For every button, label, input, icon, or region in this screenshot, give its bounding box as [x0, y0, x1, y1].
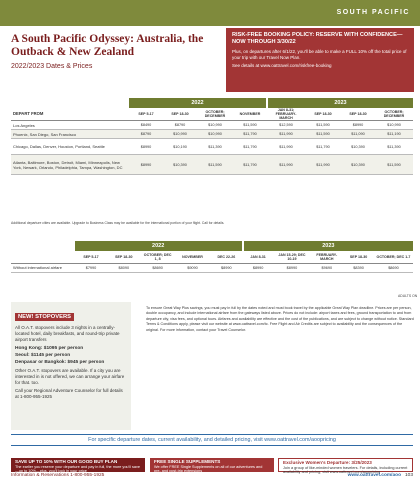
date-header: SEP 18-30 [305, 108, 341, 121]
date-header: JAN 8-31 [243, 251, 274, 263]
year-header: 2023 [267, 98, 413, 108]
price-cell: $8690 [140, 263, 175, 272]
date-header: JAN 15-29; DEC 10-19 [273, 251, 310, 263]
city-cell: Los Angeles [11, 121, 129, 130]
price-cell: $11,590 [305, 121, 341, 130]
price-cell: $8490 [129, 121, 163, 130]
price-cell: $8390 [343, 263, 374, 272]
price-cell: $9690 [310, 263, 343, 272]
price-cell: $8990 [210, 263, 243, 272]
risk-link[interactable]: See details at www.oattravel.com/riskfree-booking [232, 63, 332, 68]
price-cell: $11,990 [267, 130, 305, 139]
good-buy-text: The earlier you reserve your departure and pay in full, the more you'll save—up to 10%—plus, you'll lock in your price [15, 464, 141, 473]
price-cell: $8990 [129, 155, 163, 175]
stopover-item: Denpasar or Bangkok: $945 per person [15, 360, 105, 365]
date-header: OCTOBER; DECEMBER [375, 108, 413, 121]
year-header: 2023 [243, 241, 413, 251]
page-title: A South Pacific Odyssey: Australia, the Outback & New Zealand [11, 33, 204, 58]
date-header: SEP 18-30 [341, 108, 375, 121]
price-cell: $11,790 [233, 139, 267, 155]
single-supplement-box [150, 458, 274, 472]
price-cell: $11,790 [233, 130, 267, 139]
date-header: SEP 18-30 [163, 108, 197, 121]
single-supplement-text: We offer FREE Single Supplements on all of our adventures and pre- and post-trip extensions [154, 464, 263, 473]
table-row [11, 155, 413, 175]
date-header: SEP 5-17 [75, 251, 108, 263]
price-cell: $8990 [129, 139, 163, 155]
fares-table-without-air [11, 241, 413, 273]
good-buy-box [11, 458, 145, 472]
city-cell: Chicago, Dallas, Denver, Houston, Portland, Seattle [11, 139, 129, 155]
price-cell: $10,390 [163, 155, 197, 175]
price-cell: $10,990 [375, 121, 413, 130]
additional-cities-note: Additional departure cities are available. Upgrade to Business Class may be available for the international portion of your flight. Call for details. [11, 221, 225, 225]
date-header: SEP 18-30 [107, 251, 140, 263]
price-cell: $11,590 [375, 155, 413, 175]
price-cell: $10,390 [341, 155, 375, 175]
price-cell: $10,190 [163, 139, 197, 155]
footer-phone: Information & Reservations 1-800-955-1925 [11, 473, 105, 478]
price-cell: $10,990 [197, 130, 233, 139]
date-header: SEP 18-30 [343, 251, 374, 263]
date-header: JAN 8-31; FEBRUARY-MARCH [267, 108, 305, 121]
date-header: OCTOBER; DEC 1-7 [374, 251, 413, 263]
adults-note: ADULTS ON [398, 294, 418, 298]
risk-free-box [226, 28, 414, 92]
section-label: SOUTH PACIFIC [336, 9, 410, 16]
price-cell: $11,990 [267, 139, 305, 155]
womens-departure-text: Join a group of like-minded women travelers. For details, including current availability and pricing, visit www.oattravel.com/aoopricing [283, 465, 408, 474]
page-number: 103 [404, 473, 413, 478]
city-cell: Phoenix, San Diego, San Francisco [11, 130, 129, 139]
year-header: 2022 [129, 98, 267, 108]
price-cell: $10,390 [341, 139, 375, 155]
date-header: FEBRUARY-MARCH [310, 251, 343, 263]
table-row [11, 130, 413, 139]
date-header: DEC 22-26 [210, 251, 243, 263]
price-cell: $10,990 [197, 121, 233, 130]
womens-departure-heading: Exclusive Women's Departure: 3/25/2023 [283, 460, 372, 465]
risk-heading: RISK-FREE BOOKING POLICY: RESERVE WITH CONFIDENCE—NOW THROUGH 3/30/22 [232, 32, 403, 45]
price-cell: $8990 [243, 263, 274, 272]
price-cell: $11,990 [267, 155, 305, 175]
price-cell: $11,590 [233, 121, 267, 130]
single-supplement-heading: FREE SINGLE SUPPLEMENTS [154, 459, 221, 464]
date-header: NOVEMBER [233, 108, 267, 121]
date-header: NOVEMBER [175, 251, 210, 263]
price-cell: $8690 [374, 263, 413, 272]
price-cell: $7990 [75, 263, 108, 272]
price-cell: $9090 [175, 263, 210, 272]
date-header: OCTOBER; DECEMBER [197, 108, 233, 121]
womens-departure-box [278, 458, 413, 472]
stopovers-intro: All O.A.T. stopovers include 3 nights in a centrally-located hotel, daily breakfasts, and round-trip private airport transfers [15, 325, 120, 342]
price-cell: $11,190 [375, 130, 413, 139]
price-cell: $11,390 [375, 139, 413, 155]
table-row [11, 121, 413, 130]
terms-text: To ensure Great Way Plus savings, you must pay in full by the dates noted and must book travel by the applicable Great Way Plan deadline. Prices are per person, double occupancy, and include international airfare from the gateways listed above. Prices do not include: airport taxes and fees, ground transportation to and from departure city, visa fees, and optional tours. Airfares and availability are effective and the cost of the publications, and are subject to change without notice. Standard Terms & Conditions apply, please visit our website at www.oattravel.com/tc. Free Flight and Air Credits are subject to availability and the consequences of the original. For more information, contact your Travel Counselor. [146, 306, 414, 332]
top-banner [0, 0, 420, 26]
price-cell: $11,090 [341, 130, 375, 139]
price-cell: $11,790 [233, 155, 267, 175]
price-cell: $11,590 [197, 155, 233, 175]
footer [11, 473, 413, 480]
table-row [11, 139, 413, 155]
page-subtitle: 2022/2023 Dates & Prices [11, 63, 93, 70]
stopover-item: Hong Kong: $1095 per person [15, 346, 84, 351]
date-header: OCTOBER; DEC 1, 8 [140, 251, 175, 263]
price-cell: $8990 [273, 263, 310, 272]
price-cell: $11,390 [197, 139, 233, 155]
price-cell: $8790 [129, 130, 163, 139]
stopovers-call: Call your Regional Adventure Counselor for full details at 1-800-955-1925 [15, 388, 123, 399]
pricing-link-bar[interactable]: For specific departure dates, current availability, and detailed pricing, visit www.oattravel.com/aoopricing [11, 434, 413, 446]
fares-table-with-air [11, 98, 413, 175]
price-cell: $10,990 [163, 130, 197, 139]
price-cell: $11,990 [305, 155, 341, 175]
table-row [11, 263, 413, 272]
price-cell: $12,590 [267, 121, 305, 130]
price-cell: $11,590 [305, 130, 341, 139]
stopovers-badge: NEW! STOPOVERS [15, 313, 74, 321]
footer-url[interactable]: www.oattravel.com/aoo [347, 473, 401, 478]
year-header: 2022 [75, 241, 243, 251]
price-cell: $11,790 [305, 139, 341, 155]
depart-from-header: DEPART FROM [11, 108, 129, 121]
risk-text: Plus, on departures after 6/1/22, you'll be able to make a FULL 10% off the total price of your trip with our Travel Now Plan. [232, 49, 407, 60]
date-header: SEP 5-17 [129, 108, 163, 121]
city-cell: Atlanta, Baltimore, Boston, Detroit, Miami, Minneapolis, New York, Newark, Orlando, Philadelphia, Tampa, Washington, DC [11, 155, 129, 175]
stopovers-box [11, 302, 131, 430]
row-label: Without international airfare [11, 263, 75, 272]
price-cell: $8090 [107, 263, 140, 272]
stopovers-other: Other O.A.T. stopovers are available. If a city you are interested in is not offered, we can arrange your airfare for that. too. [15, 368, 125, 385]
good-buy-heading: SAVE UP TO 10% WITH OUR GOOD BUY PLAN [15, 459, 118, 464]
stopover-item: Seoul: $1145 per person [15, 353, 71, 358]
price-cell: $8990 [341, 121, 375, 130]
price-cell: $8790 [163, 121, 197, 130]
